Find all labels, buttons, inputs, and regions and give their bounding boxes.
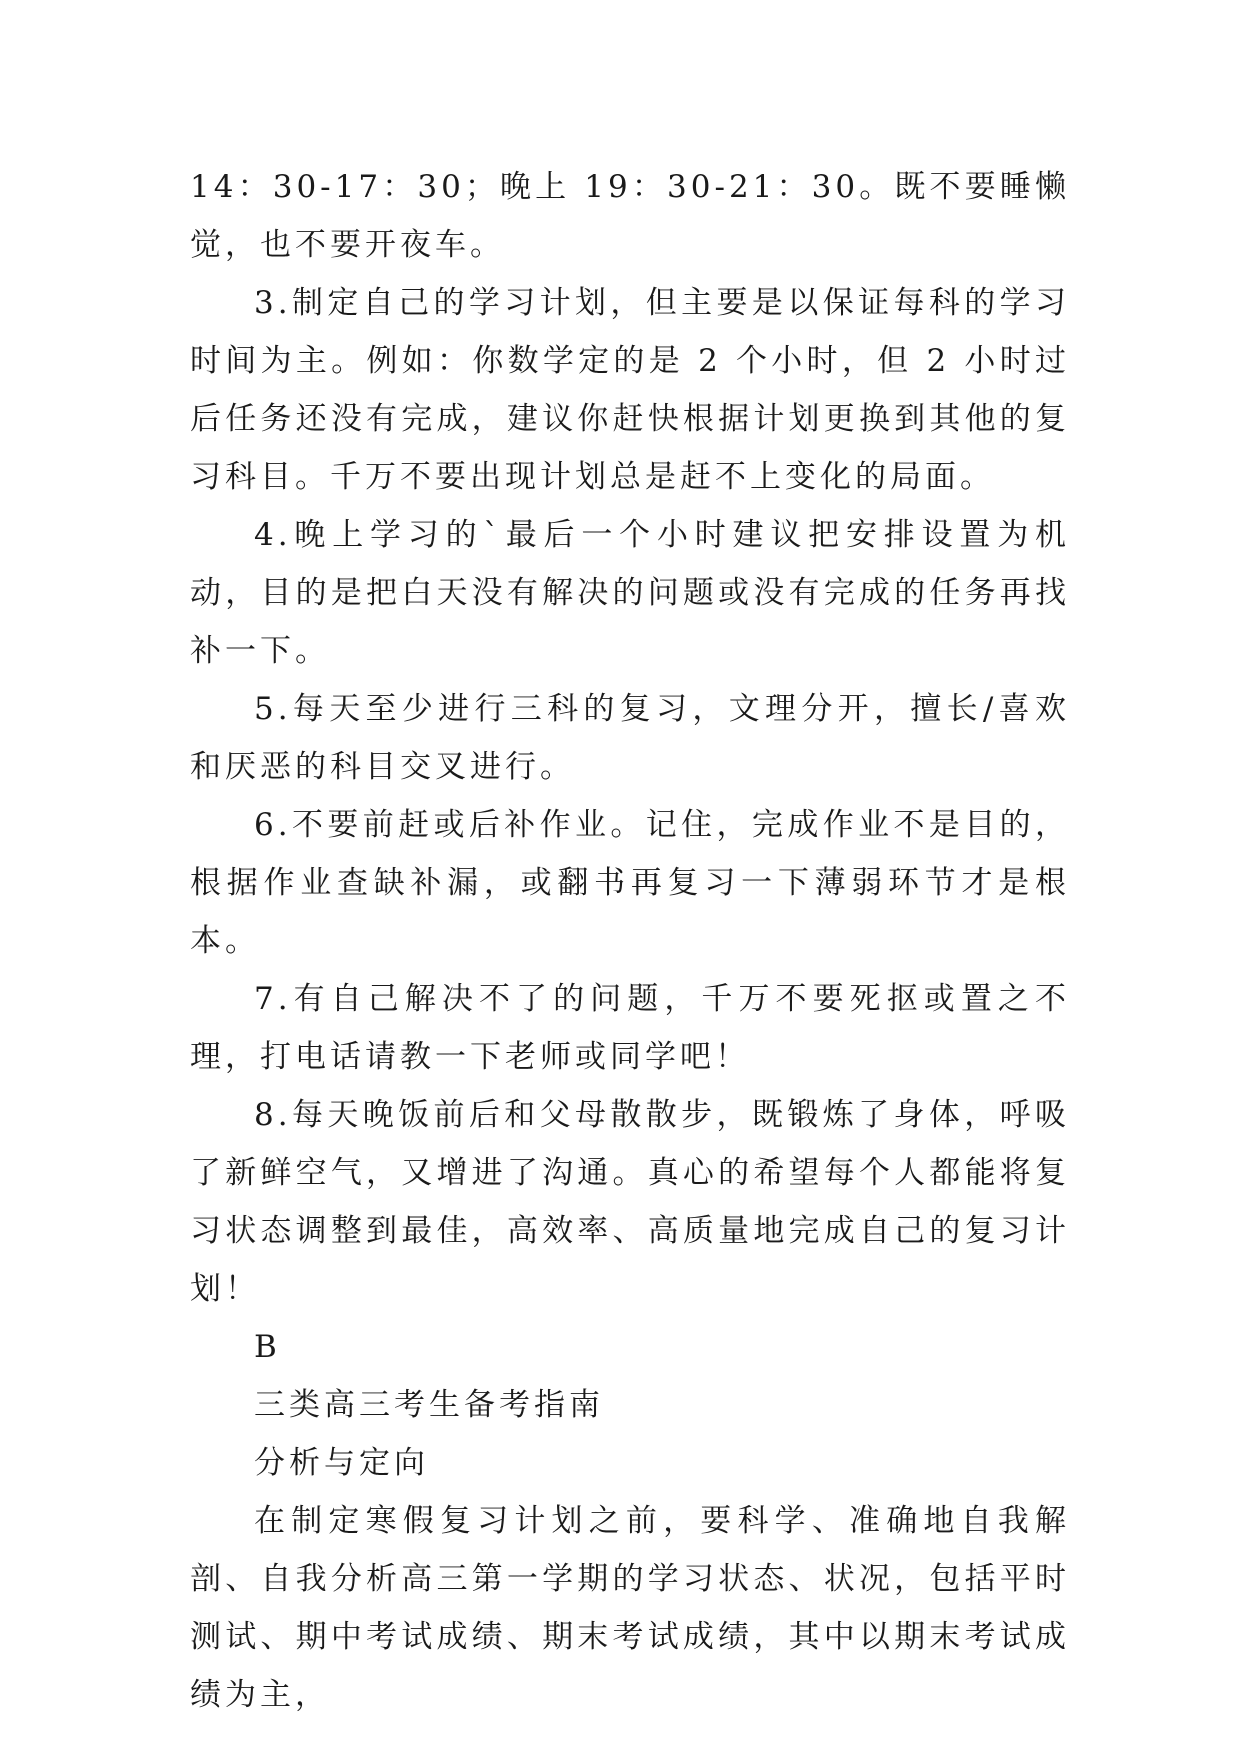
subsection-heading: 分析与定向: [254, 1445, 429, 1481]
paragraph-1: 14：30-17：30；晚上 19：30-21：30。既不要睡懒觉，也不要开夜车。: [190, 169, 1070, 263]
paragraph-6: 7.有自己解决不了的问题，千万不要死抠或置之不理，打电话请教一下老师或同学吧！: [190, 981, 1070, 1075]
paragraph-5: 6.不要前赶或后补作业。记住，完成作业不是目的，根据作业查缺补漏，或翻书再复习一下薄弱环节才是根本。: [190, 807, 1070, 959]
paragraph-3: 4.晚上学习的`最后一个小时建议把安排设置为机动，目的是把白天没有解决的问题或没有完成的任务再找补一下。: [190, 517, 1070, 669]
section-label: B: [254, 1329, 281, 1365]
paragraph-2: 3.制定自己的学习计划，但主要是以保证每科的学习时间为主。例如：你数学定的是 2 个小时，但 2 小时过后任务还没有完成，建议你赶快根据计划更换到其他的复习科目。千万不要出现计划总是赶不上变化的局面。: [190, 285, 1070, 495]
paragraph-8: 在制定寒假复习计划之前，要科学、准确地自我解剖、自我分析高三第一学期的学习状态、状况，包括平时测试、期中考试成绩、期末考试成绩，其中以期末考试成绩为主，: [190, 1503, 1070, 1713]
paragraph-4: 5.每天至少进行三科的复习，文理分开，擅长/喜欢和厌恶的科目交叉进行。: [190, 691, 1070, 785]
section-heading: 三类高三考生备考指南: [254, 1387, 604, 1423]
document-page: [190, 158, 1070, 1724]
paragraph-7: 8.每天晚饭前后和父母散散步，既锻炼了身体，呼吸了新鲜空气，又增进了沟通。真心的希望每个人都能将复习状态调整到最佳，高效率、高质量地完成自己的复习计划！: [190, 1097, 1070, 1307]
